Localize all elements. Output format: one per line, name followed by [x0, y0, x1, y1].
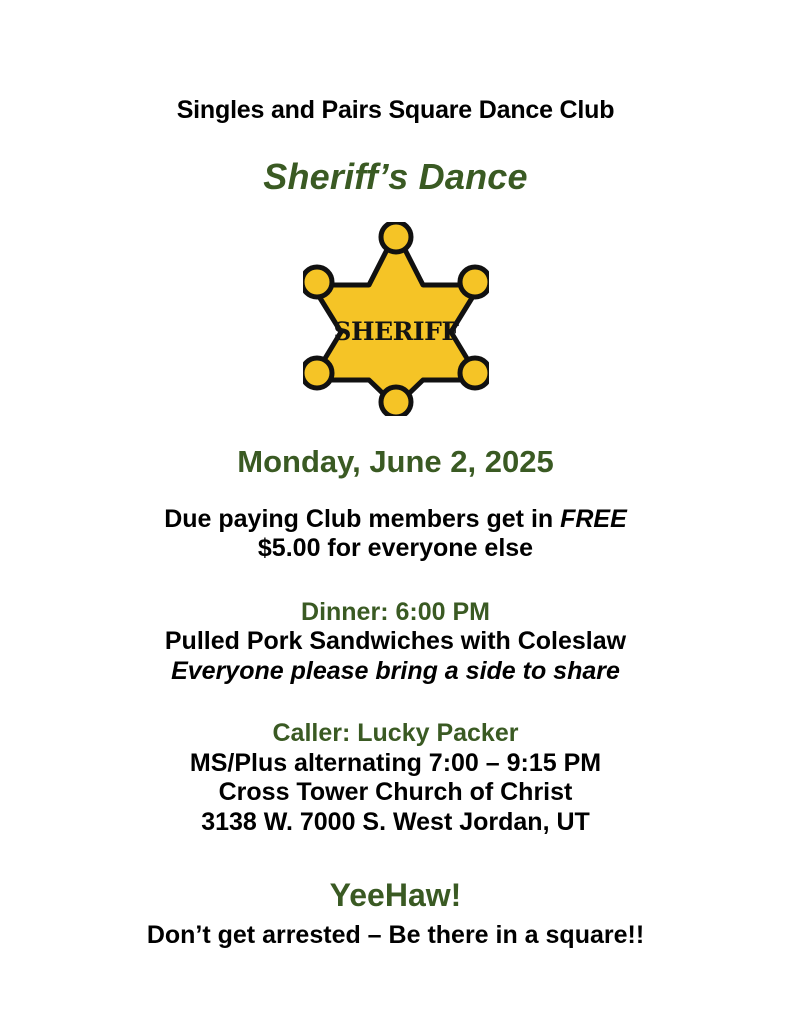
- dance-program: MS/Plus alternating 7:00 – 9:15 PM: [189, 748, 602, 777]
- dinner-heading: Dinner: 6:00 PM: [301, 597, 490, 626]
- sheriff-star-badge-icon: [303, 222, 489, 416]
- closing-block: [147, 877, 644, 950]
- members-price-prefix: Due paying Club members get in: [164, 504, 561, 533]
- pricing-block: [164, 505, 627, 564]
- venue-name: Cross Tower Church of Christ: [218, 778, 573, 807]
- members-price-emphasis: FREE: [560, 504, 627, 533]
- dinner-menu: Pulled Pork Sandwiches with Coleslaw: [164, 627, 627, 656]
- page-title: Sheriff’s Dance: [263, 155, 528, 197]
- dinner-note: Everyone please bring a side to share: [171, 656, 620, 685]
- members-price-line: [164, 505, 627, 535]
- club-name: Singles and Pairs Square Dance Club: [176, 96, 615, 124]
- event-date: Monday, June 2, 2025: [237, 443, 554, 479]
- badge-word: SHERIFF: [332, 316, 459, 346]
- closing-exclamation: YeeHaw!: [329, 877, 462, 914]
- closing-tagline: Don’t get arrested – Be there in a square!!: [146, 920, 645, 949]
- non-members-price-line: $5.00 for everyone else: [257, 534, 534, 563]
- venue-address: 3138 W. 7000 S. West Jordan, UT: [201, 807, 590, 836]
- caller-block: [190, 719, 601, 837]
- caller-heading: Caller: Lucky Packer: [272, 719, 519, 748]
- dinner-block: [165, 598, 626, 687]
